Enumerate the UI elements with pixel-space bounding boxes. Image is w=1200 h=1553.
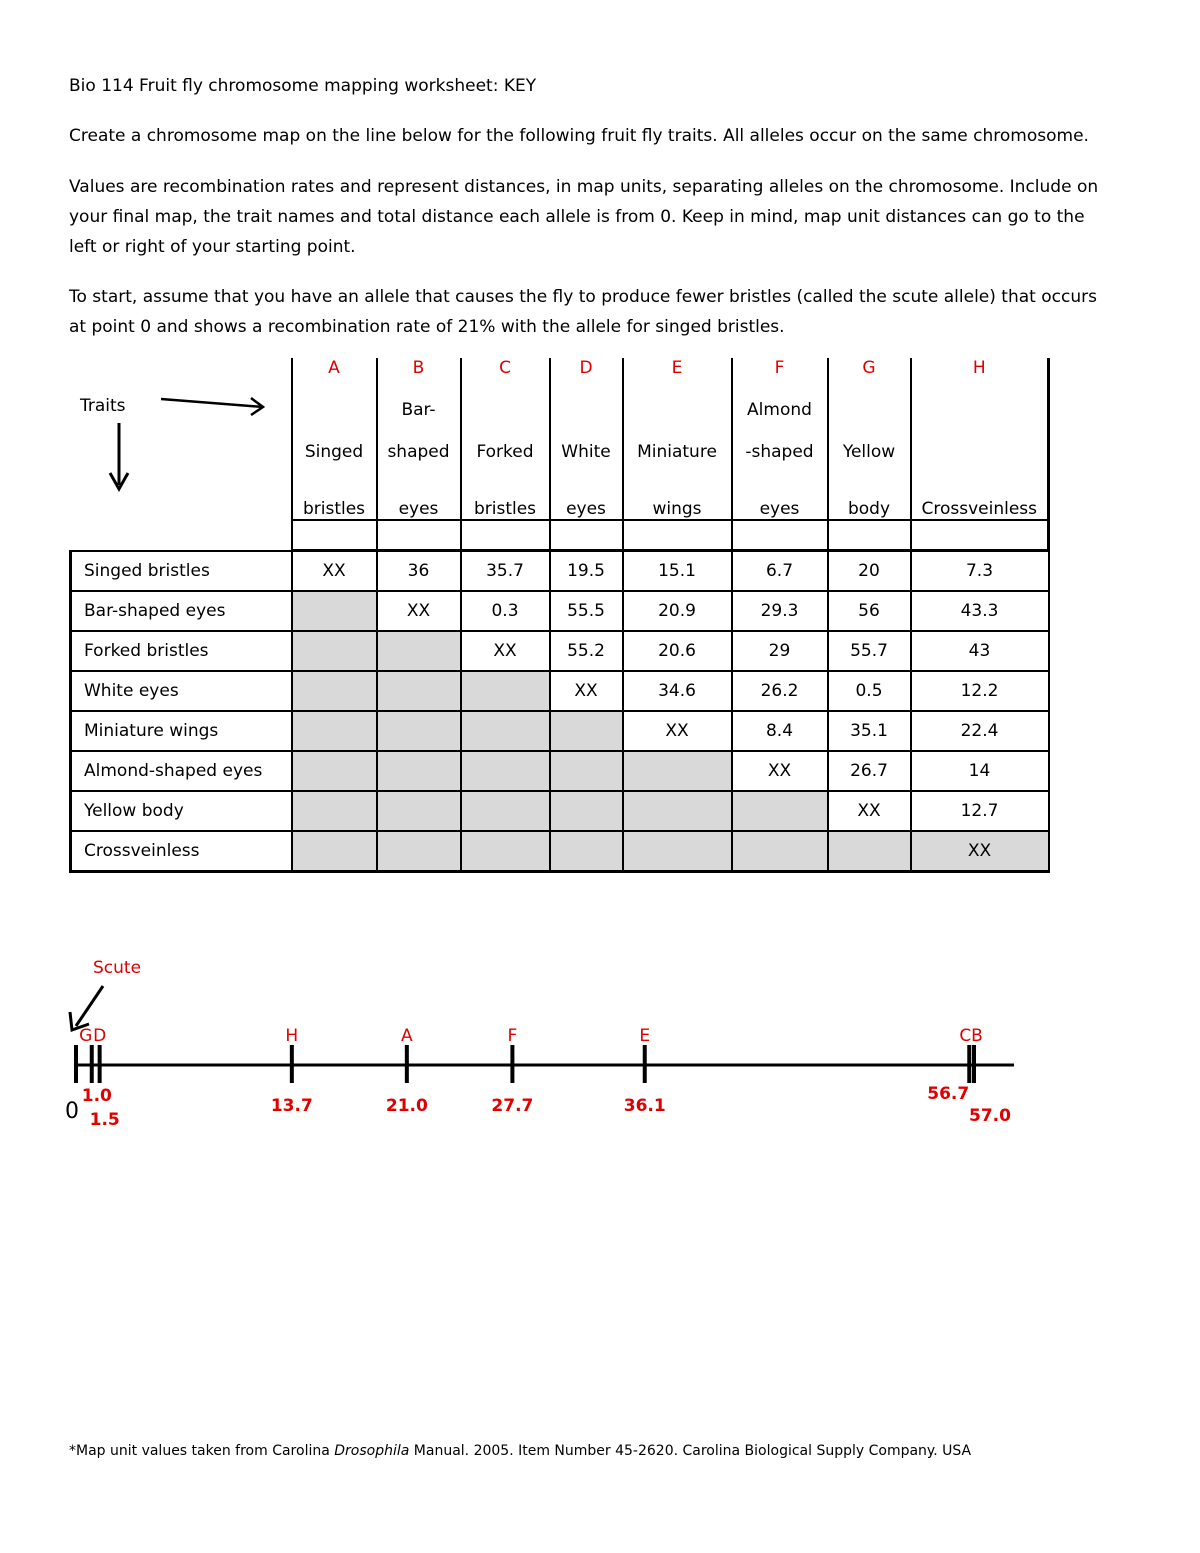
column-name: -shaped — [732, 420, 828, 462]
table-cell — [550, 711, 623, 751]
column-name-bottom: bristles — [461, 462, 550, 520]
table-cell — [292, 671, 377, 711]
table-cell: 19.5 — [550, 551, 623, 592]
column-name: Singed — [292, 420, 377, 462]
column-name-top — [550, 378, 623, 420]
row-label: Crossveinless — [71, 831, 292, 872]
table-cell: 26.7 — [828, 751, 911, 791]
header-corner — [71, 378, 292, 420]
table-row — [71, 631, 1049, 671]
table-cell: 55.7 — [828, 631, 911, 671]
column-letter: A — [292, 358, 377, 378]
table-cell: 0.3 — [461, 591, 550, 631]
table-cell — [461, 751, 550, 791]
column-letter: E — [623, 358, 732, 378]
column-letter: C — [461, 358, 550, 378]
table-cell — [461, 711, 550, 751]
column-name-top: Almond — [732, 378, 828, 420]
table-cell: 20 — [828, 551, 911, 592]
column-name-top — [828, 378, 911, 420]
instruction-line-5: To start, assume that you have an allele that causes the fly to produce fewer bristles (called the scute allele) that occurs — [69, 287, 1097, 307]
table-cell: 8.4 — [732, 711, 828, 751]
table-cell — [377, 751, 461, 791]
column-name-bottom: eyes — [550, 462, 623, 520]
table-cell: XX — [828, 791, 911, 831]
table-cell — [292, 831, 377, 872]
table-cell — [550, 791, 623, 831]
table-cell: 22.4 — [911, 711, 1049, 751]
column-blank — [550, 520, 623, 551]
table-cell: 20.6 — [623, 631, 732, 671]
table-cell: XX — [461, 631, 550, 671]
column-letter: H — [911, 358, 1049, 378]
table-cell — [292, 791, 377, 831]
header-corner — [71, 420, 292, 462]
column-name — [911, 420, 1049, 462]
table-cell — [292, 751, 377, 791]
table-cell: 20.9 — [623, 591, 732, 631]
row-label: Bar-shaped eyes — [71, 591, 292, 631]
table-header-row — [71, 358, 1049, 378]
column-name: Miniature — [623, 420, 732, 462]
table-cell: XX — [732, 751, 828, 791]
table-cell: 29 — [732, 631, 828, 671]
table-cell — [623, 791, 732, 831]
table-cell: XX — [623, 711, 732, 751]
table-row — [71, 551, 1049, 592]
table-cell — [461, 671, 550, 711]
footer-italic: Drosophila — [334, 1443, 410, 1459]
table-cell — [550, 831, 623, 872]
table-cell: 7.3 — [911, 551, 1049, 592]
column-name-top — [292, 378, 377, 420]
table-cell — [828, 831, 911, 872]
instruction-line-2: Values are recombination rates and represent distances, in map units, separating alleles on the chromosome. Include on — [69, 177, 1099, 197]
marker-distance: 27.7 — [491, 1096, 534, 1116]
column-blank — [292, 520, 377, 551]
table-header-row — [71, 420, 1049, 462]
recombination-table — [69, 358, 1050, 873]
table-cell: XX — [292, 551, 377, 592]
column-name-top: Bar- — [377, 378, 461, 420]
table-row — [71, 671, 1049, 711]
column-name-bottom: eyes — [732, 462, 828, 520]
marker-distance: 21.0 — [385, 1096, 428, 1116]
table-cell: 0.5 — [828, 671, 911, 711]
instruction-line-4: left or right of your starting point. — [69, 237, 356, 257]
header-corner — [71, 462, 292, 520]
column-name-bottom: eyes — [377, 462, 461, 520]
scute-label: Scute — [93, 958, 142, 978]
column-name-top — [911, 378, 1049, 420]
table-cell: XX — [550, 671, 623, 711]
row-label: White eyes — [71, 671, 292, 711]
column-name-bottom: wings — [623, 462, 732, 520]
marker-distance: 56.7 — [927, 1084, 970, 1104]
table-cell: 35.7 — [461, 551, 550, 592]
table-cell: XX — [377, 591, 461, 631]
table-cell — [377, 711, 461, 751]
table-cell — [550, 751, 623, 791]
table-row — [71, 711, 1049, 751]
footer-citation — [69, 1443, 971, 1459]
table-cell — [461, 791, 550, 831]
marker-letter: F — [507, 1026, 518, 1046]
table-cell — [377, 791, 461, 831]
table-cell: 35.1 — [828, 711, 911, 751]
column-name-top — [461, 378, 550, 420]
table-cell: 36 — [377, 551, 461, 592]
column-blank — [461, 520, 550, 551]
table-cell: 6.7 — [732, 551, 828, 592]
row-label: Almond-shaped eyes — [71, 751, 292, 791]
marker-distance: 36.1 — [623, 1096, 666, 1116]
marker-letter: E — [639, 1026, 651, 1046]
footer-prefix: *Map unit values taken from Carolina — [69, 1443, 335, 1459]
instruction-line-1: Create a chromosome map on the line below for the following fruit fly traits. All alleles occur on the same chromosome. — [69, 126, 1089, 146]
table-cell: 43.3 — [911, 591, 1049, 631]
column-name-bottom: bristles — [292, 462, 377, 520]
column-name: Yellow — [828, 420, 911, 462]
table-cell: 43 — [911, 631, 1049, 671]
column-name-bottom: Crossveinless — [911, 462, 1049, 520]
table-cell — [461, 831, 550, 872]
table-cell: 29.3 — [732, 591, 828, 631]
table-header-row — [71, 520, 1049, 551]
page-title: Bio 114 Fruit fly chromosome mapping worksheet: KEY — [69, 76, 537, 96]
column-blank — [623, 520, 732, 551]
header-corner — [71, 520, 292, 551]
column-name-top — [623, 378, 732, 420]
marker-distance: 1.0 — [81, 1086, 112, 1106]
column-name: shaped — [377, 420, 461, 462]
table-row — [71, 791, 1049, 831]
table-row — [71, 831, 1049, 872]
marker-distance: 57.0 — [969, 1106, 1011, 1126]
footer-suffix: Manual. 2005. Item Number 45-2620. Carolina Biological Supply Company. USA — [409, 1443, 972, 1459]
table-cell: 14 — [911, 751, 1049, 791]
origin-label: 0 — [65, 1099, 79, 1124]
table-cell — [732, 791, 828, 831]
marker-letter: B — [971, 1026, 983, 1046]
column-letter: F — [732, 358, 828, 378]
instruction-line-3: your final map, the trait names and total distance each allele is from 0. Keep in mind, map unit distances can go to the — [69, 207, 1085, 227]
row-label: Miniature wings — [71, 711, 292, 751]
table-cell — [377, 831, 461, 872]
scute-arrow-icon — [76, 986, 103, 1026]
marker-letter: D — [93, 1026, 107, 1046]
table-cell — [292, 631, 377, 671]
column-blank — [732, 520, 828, 551]
table-cell: 34.6 — [623, 671, 732, 711]
row-label: Forked bristles — [71, 631, 292, 671]
table-cell — [292, 591, 377, 631]
marker-letter: H — [285, 1026, 299, 1046]
table-cell — [377, 631, 461, 671]
table-cell: XX — [911, 831, 1049, 872]
table-cell: 12.2 — [911, 671, 1049, 711]
column-name: White — [550, 420, 623, 462]
table-cell: 55.5 — [550, 591, 623, 631]
table-row — [71, 751, 1049, 791]
table-header-row — [71, 378, 1049, 420]
column-letter: B — [377, 358, 461, 378]
column-name: Forked — [461, 420, 550, 462]
table-cell — [623, 831, 732, 872]
row-label: Yellow body — [71, 791, 292, 831]
chromosome-map — [0, 940, 1200, 1150]
column-letter: D — [550, 358, 623, 378]
table-cell — [732, 831, 828, 872]
table-cell: 56 — [828, 591, 911, 631]
marker-letter: C — [959, 1026, 972, 1046]
marker-letter: G — [79, 1026, 93, 1046]
table-cell: 15.1 — [623, 551, 732, 592]
header-corner — [71, 358, 292, 378]
table-cell — [292, 711, 377, 751]
row-label: Singed bristles — [71, 551, 292, 592]
traits-label: Traits — [80, 396, 126, 416]
column-name-bottom: body — [828, 462, 911, 520]
marker-letter: A — [401, 1026, 413, 1046]
marker-distance: 13.7 — [270, 1096, 313, 1116]
table-row — [71, 591, 1049, 631]
column-blank — [911, 520, 1049, 551]
column-blank — [828, 520, 911, 551]
column-blank — [377, 520, 461, 551]
table-cell — [377, 671, 461, 711]
instruction-line-6: at point 0 and shows a recombination rate of 21% with the allele for singed bristles. — [69, 317, 785, 337]
table-cell — [623, 751, 732, 791]
column-letter: G — [828, 358, 911, 378]
table-header-row — [71, 462, 1049, 520]
table-cell: 55.2 — [550, 631, 623, 671]
marker-distance: 1.5 — [89, 1110, 120, 1130]
table-cell: 12.7 — [911, 791, 1049, 831]
table-cell: 26.2 — [732, 671, 828, 711]
